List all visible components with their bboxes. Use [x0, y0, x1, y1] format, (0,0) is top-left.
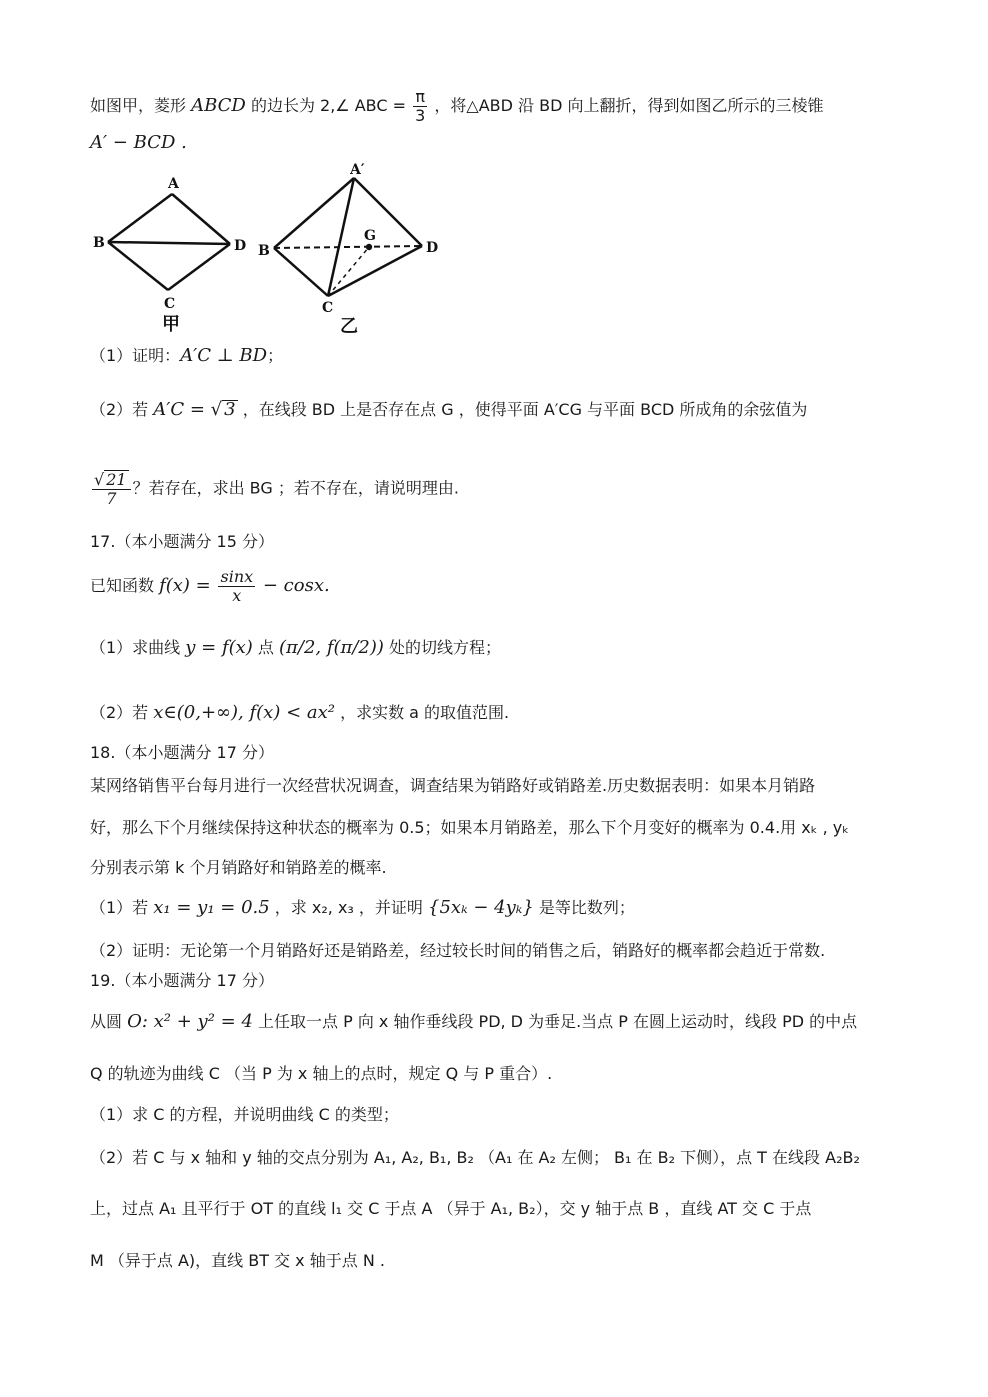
edge-dc	[168, 244, 230, 290]
q18-text-2: 好，那么下个月继续保持这种状态的概率为 0.5；如果本月销路差，那么下个月变好的概率为 0.4.用 xₖ , yₖ	[90, 818, 850, 837]
label-a-yi: A′	[350, 162, 365, 178]
q18-part-1	[90, 898, 635, 918]
q19-text-1	[90, 1012, 857, 1032]
q19-part-2b: 上，过点 A₁ 且平行于 OT 的直线 l₁ 交 C 于点 A （异于 A₁, B₂），交 y 轴于点 B ，直线 AT 交 C 于点	[90, 1199, 812, 1218]
q17-def-prefix: 已知函数	[90, 576, 160, 595]
q17-def-f: f(x) =	[159, 575, 217, 596]
q16-p2-mid: ，在线段 BD 上是否存在点 G ，使得平面 A′CG 与平面 BCD 所成角的余弦值为	[237, 400, 808, 419]
q16-p1-math: A′C ⊥ BD	[180, 345, 268, 366]
edge-ba	[108, 194, 172, 242]
q17-part-1	[90, 638, 501, 658]
q18-p1-prefix: （1）若	[90, 898, 154, 917]
q18-text-3: 分别表示第 k 个月销路好和销路差的概率.	[90, 858, 387, 877]
edge-c-d	[328, 246, 422, 296]
caption-jia: 甲	[162, 314, 180, 335]
q17-part-2	[90, 703, 509, 723]
q17-p2-tail: ，求实数 a 的取值范围.	[334, 703, 510, 722]
q17-def-fraction	[218, 568, 255, 605]
q16-part-2-cont	[90, 470, 459, 508]
q19-t1-math: O: x² + y² = 4	[127, 1011, 253, 1032]
label-g-yi: G	[364, 228, 376, 244]
diag-bd	[108, 242, 230, 244]
label-a-jia: A	[168, 176, 179, 192]
point-g	[366, 244, 372, 250]
q16-part-1	[90, 346, 283, 366]
q17-heading: 17.（本小题满分 15 分）	[90, 532, 274, 551]
q16-p2-tail: ？若存在，求出 BG ；若不存在，请说明理由.	[132, 478, 459, 498]
dashed-bd	[274, 246, 422, 248]
edge-cb	[108, 242, 168, 290]
label-c-yi: C	[322, 300, 334, 316]
q18-heading: 18.（本小题满分 17 分）	[90, 743, 274, 762]
q17-definition	[90, 568, 330, 605]
q19-heading: 19.（本小题满分 17 分）	[90, 971, 274, 990]
q18-p1-tail: 是等比数列；	[533, 898, 635, 917]
q17-p2-math: x∈(0,+∞), f(x) < ax²	[153, 702, 335, 723]
label-b-jia: B	[93, 235, 105, 251]
q17-p1-point: (π/2, f(π/2))	[279, 637, 384, 658]
q17-def-num: sinx	[220, 567, 254, 586]
q16-p1-label: （1）证明：	[90, 346, 181, 365]
q17-p1-tail: 处的切线方程；	[383, 638, 502, 657]
caption-yi: 乙	[340, 316, 358, 337]
label-d-jia: D	[234, 238, 247, 254]
q16-part-2: （2）若 A′C = √ 3 ，在线段 BD 上是否存在点 G ，使得平面 A′CG 与平面 BCD 所成角的余弦值为	[90, 399, 808, 420]
cos-frac-num: 21	[106, 470, 127, 489]
label-b-yi: B	[258, 243, 270, 259]
q16-p2-math: A′C =	[153, 399, 211, 420]
q19-part-2c: M （异于点 A)，直线 BT 交 x 轴于点 N .	[90, 1251, 385, 1270]
q19-part-2a: （2）若 C 与 x 轴和 y 轴的交点分别为 A₁, A₂, B₁, B₂ （A₁ 在 A₂ 左侧； B₁ 在 B₂ 下侧），点 T 在线段 A₂B₂	[90, 1148, 860, 1167]
intro-suffix: ，将△ABD 沿 BD 向上翻折，得到如图乙所示的三棱锥	[429, 96, 824, 115]
label-c-jia: C	[164, 296, 176, 312]
intro-rhombus: ABCD	[191, 95, 246, 116]
q18-p1-mid: ，求 x₂, x₃ ，并证明	[269, 898, 429, 917]
q16-p1-end: ；	[267, 346, 284, 365]
q17-p1-pt: 点	[252, 638, 280, 657]
q18-text-1: 某网络销售平台每月进行一次经营状况调查，调查结果为销路好或销路差.历史数据表明：如果本月销路	[90, 776, 816, 795]
q16-p2-prefix: （2）若	[90, 400, 154, 419]
figure-jia	[93, 176, 246, 335]
intro-side: 的边长为 2,∠ ABC =	[245, 96, 412, 115]
faint-bg-text	[128, 160, 142, 172]
q19-text-2: Q 的轨迹为曲线 C （当 P 为 x 轴上的点时，规定 Q 与 P 重合）.	[90, 1064, 553, 1083]
intro-prefix: 如图甲，菱形	[90, 96, 192, 115]
q19-t1-tail: 上任取一点 P 向 x 轴作垂线段 PD, D 为垂足.当点 P 在圆上运动时，线段 PD 的中点	[252, 1012, 858, 1031]
figure-yi	[258, 162, 438, 337]
label-d-yi: D	[426, 240, 439, 256]
q17-p2-prefix: （2）若	[90, 703, 154, 722]
figure-svg	[88, 160, 448, 340]
intro-line-2: A′ − BCD .	[90, 132, 187, 153]
cos-fraction: $\frac{√ 21}{7}$	[92, 470, 131, 508]
q18-part-2: （2）证明：无论第一个月销路好还是销路差，经过较长时间的销售之后，销路好的概率都会趋近于常数.	[90, 941, 826, 960]
cos-frac-den: 7	[92, 489, 131, 508]
angle-fraction	[413, 88, 427, 125]
q19-t1-prefix: 从圆	[90, 1012, 128, 1031]
q18-p1-seq: {5xₖ − 4yₖ}	[428, 897, 534, 918]
figure-rhombus-and-pyramid	[88, 160, 448, 340]
q18-p1-math: x₁ = y₁ = 0.5	[153, 897, 270, 918]
q19-part-1: （1）求 C 的方程，并说明曲线 C 的类型；	[90, 1105, 399, 1124]
q17-p1-math: y = f(x)	[185, 637, 253, 658]
intro-line-1	[90, 88, 824, 125]
q17-def-den: x	[218, 586, 255, 605]
q17-def-tail: − cosx.	[257, 575, 330, 596]
angle-den: 3	[415, 106, 426, 125]
q17-p1-prefix: （1）求曲线	[90, 638, 186, 657]
edge-b-c	[274, 248, 328, 296]
angle-num: π	[415, 87, 426, 106]
edge-ad	[172, 194, 230, 244]
q16-p2-sqrt: 3	[224, 399, 236, 420]
